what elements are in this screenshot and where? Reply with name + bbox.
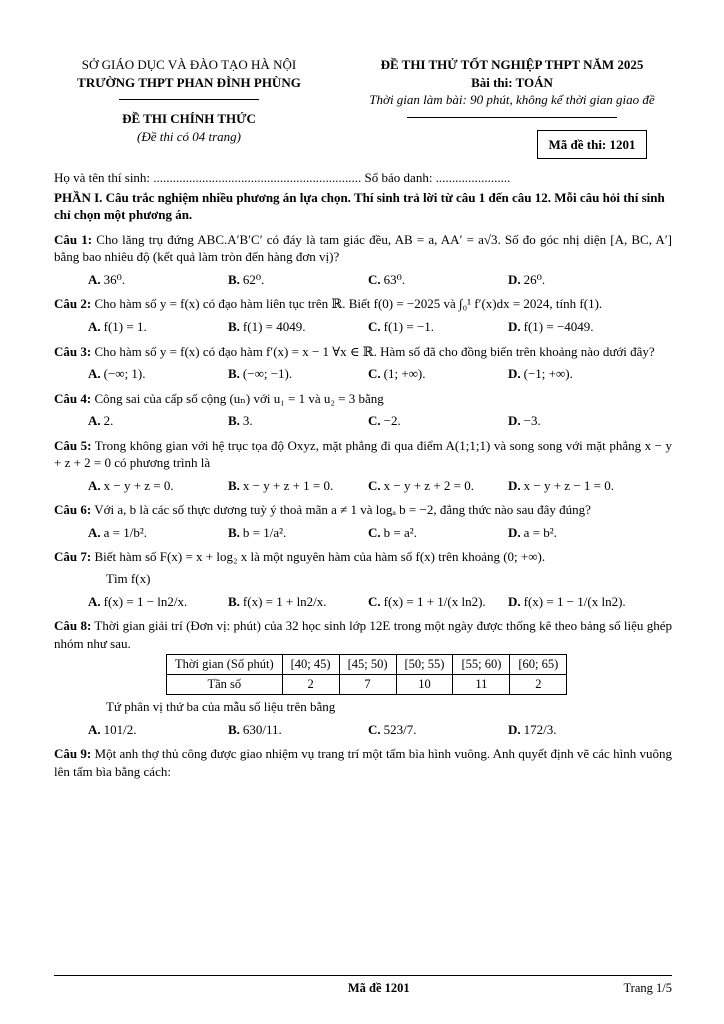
page-footer [54,975,672,997]
question-text: Trong không gian với hệ trục tọa độ Oxyz, mặt phẳng đi qua điểm A(1;1;1) và song song với mặt phẳng x − y + z + 2 = 0 có phương trình là [54,437,672,471]
question-number: Câu 2: [54,296,92,312]
question-8 [54,617,672,652]
option-d: D. f(1) = −4049. [508,319,594,335]
option-b: B. x − y + z + 1 = 0. [228,477,334,493]
table-row [167,655,567,675]
header-right [352,56,672,159]
question-number: Câu 8: [54,618,92,634]
question-3 [54,343,672,361]
table-cell: 11 [453,675,510,695]
part1-heading: PHẦN I. Câu trắc nghiệm nhiều phương án lựa chọn. Thí sinh trả lời từ câu 1 đến câu 12. Mỗi câu hỏi thí sinh chỉ chọn một phương án. [54,189,665,223]
option-c: C. x − y + z + 2 = 0. [368,477,474,493]
option-a: A. f(x) = 1 − ln2/x. [88,593,188,609]
option-a: A. 36⁰. [88,271,126,287]
option-b: B. (−∞; −1). [228,366,293,382]
table-cell: [45; 50) [339,655,396,675]
option-a: A. x − y + z = 0. [88,477,174,493]
question-9 [54,745,672,780]
option-c: C. f(x) = 1 + 1/(x ln2). [368,593,486,609]
question-5 [54,437,672,472]
question-number: Câu 6: [54,502,92,518]
question-6 [54,501,672,519]
option-a: A. a = 1/b². [88,524,148,540]
candidate-info-line: Họ và tên thí sinh: ................................................................ Số báo danh: ....................... [54,170,511,186]
question-2 [54,295,672,313]
exam-title: ĐỀ THI THỬ TỐT NGHIỆP THPT NĂM 2025 [380,57,644,72]
question-8-options [54,721,672,739]
frequency-table [166,654,567,695]
question-text: Biết hàm số F(x) = x + log₂ x là một nguyên hàm của hàm số f(x) trên khoảng (0; +∞). [94,549,546,565]
row-header: Tần số [167,675,283,695]
option-b: B. 62⁰. [228,271,265,287]
table-cell: [40; 45) [282,655,339,675]
header-left [54,56,324,159]
question-text: Với a, b là các số thực dương tuỳ ý thoả mãn a ≠ 1 và logₐ b = −2, đẳng thức nào sau đây đúng? [94,502,591,518]
question-4 [54,390,672,408]
right-divider [407,117,617,118]
question-text: Thời gian giải trí (Đơn vị: phút) của 32 học sinh lớp 12E trong một ngày được thống kê theo bảng số liệu ghép nhóm như sau. [54,618,672,651]
question-text: Một anh thợ thủ công được giao nhiệm vụ trang trí một tấm bìa hình vuông. Anh quyết định vẽ các hình vuông lên tấm bìa bằng cách: [54,746,672,779]
question-number: Câu 7: [54,549,92,565]
option-a: A. f(1) = 1. [88,319,147,335]
option-c: C. f(1) = −1. [368,319,435,335]
option-d: D. −3. [508,413,541,429]
page-count-note: (Đề thi có 04 trang) [137,128,241,144]
table-cell: 10 [396,675,453,695]
option-c: C. −2. [368,413,401,429]
table-cell: 7 [339,675,396,695]
question-2-options [54,318,672,336]
question-number: Câu 1: [54,231,93,247]
exam-status: ĐỀ THI CHÍNH THỨC [122,111,256,127]
option-b: B. 3. [228,413,253,429]
question-1-options [54,271,672,289]
question-5-options [54,477,672,495]
option-d: D. 26⁰. [508,271,546,287]
question-6-options [54,524,672,542]
question-number: Câu 9: [54,746,92,762]
table-row [167,675,567,695]
option-d: D. (−1; +∞). [508,366,573,382]
question-7 [54,548,672,566]
option-a: A. 101/2. [88,721,137,737]
left-divider [119,99,259,100]
option-d: D. f(x) = 1 − 1/(x ln2). [508,593,626,609]
option-c: C. b = a². [368,524,417,540]
exam-code-box: Mã đề thi: 1201 [537,130,646,160]
option-c: C. 523/7. [368,721,417,737]
option-c: C. 63⁰. [368,271,406,287]
table-cell: [60; 65) [510,655,567,675]
question-3-options [54,365,672,383]
table-cell: [50; 55) [396,655,453,675]
option-b: B. f(x) = 1 + ln2/x. [228,593,327,609]
footer-page-number: Trang 1/5 [623,981,672,995]
row-header: Thời gian (Số phút) [167,655,283,675]
question-8-subtext: Tứ phân vị thứ ba của mẫu số liệu trên bằng [106,698,336,714]
table-cell: 2 [510,675,567,695]
question-text: Cho hàm số y = f(x) có đạo hàm liên tục trên ℝ. Biết f(0) = −2025 và ∫₀¹ f′(x)dx = 2024, tính f(1). [94,296,603,312]
option-d: D. x − y + z − 1 = 0. [508,477,614,493]
option-d: D. 172/3. [508,721,557,737]
option-c: C. (1; +∞). [368,366,426,382]
question-text: Cho hàm số y = f(x) có đạo hàm f′(x) = x − 1 ∀x ∈ ℝ. Hàm số đã cho đồng biến trên khoảng nào dưới đây? [94,343,655,359]
footer-exam-code: Mã đề 1201 [347,981,410,995]
question-7-options [54,593,672,611]
question-text: Công sai của cấp số cộng (uₙ) với u₁ = 1 và u₂ = 3 bằng [94,390,384,406]
exam-header [54,0,672,159]
option-b: B. b = 1/a². [228,524,287,540]
question-number: Câu 4: [54,390,92,406]
option-a: A. 2. [88,413,114,429]
option-b: B. f(1) = 4049. [228,319,306,335]
question-1 [54,231,672,266]
table-cell: [55; 60) [453,655,510,675]
question-text: Cho lăng trụ đứng ABC.A′B′C′ có đáy là tam giác đều, AB = a, AA′ = a√3. Số đo góc nhị diện [A, BC, A′] bằng bao nhiêu độ (kết quả làm tròn đến hàng đơn vị)? [54,231,672,265]
school-name: TRƯỜNG THPT PHAN ĐÌNH PHÙNG [77,74,301,90]
exam-subject: Bài thi: TOÁN [471,74,553,90]
question-7-subtext: Tìm f(x) [106,571,151,587]
option-b: B. 630/11. [228,721,282,737]
department-name: SỞ GIÁO DỤC VÀ ĐÀO TẠO HÀ NỘI [81,57,297,72]
option-a: A. (−∞; 1). [88,366,146,382]
question-number: Câu 5: [54,437,92,453]
exam-time: Thời gian làm bài: 90 phút, không kể thời gian giao đề [369,92,655,108]
question-number: Câu 3: [54,343,92,359]
question-4-options [54,412,672,430]
option-d: D. a = b². [508,524,557,540]
table-cell: 2 [282,675,339,695]
